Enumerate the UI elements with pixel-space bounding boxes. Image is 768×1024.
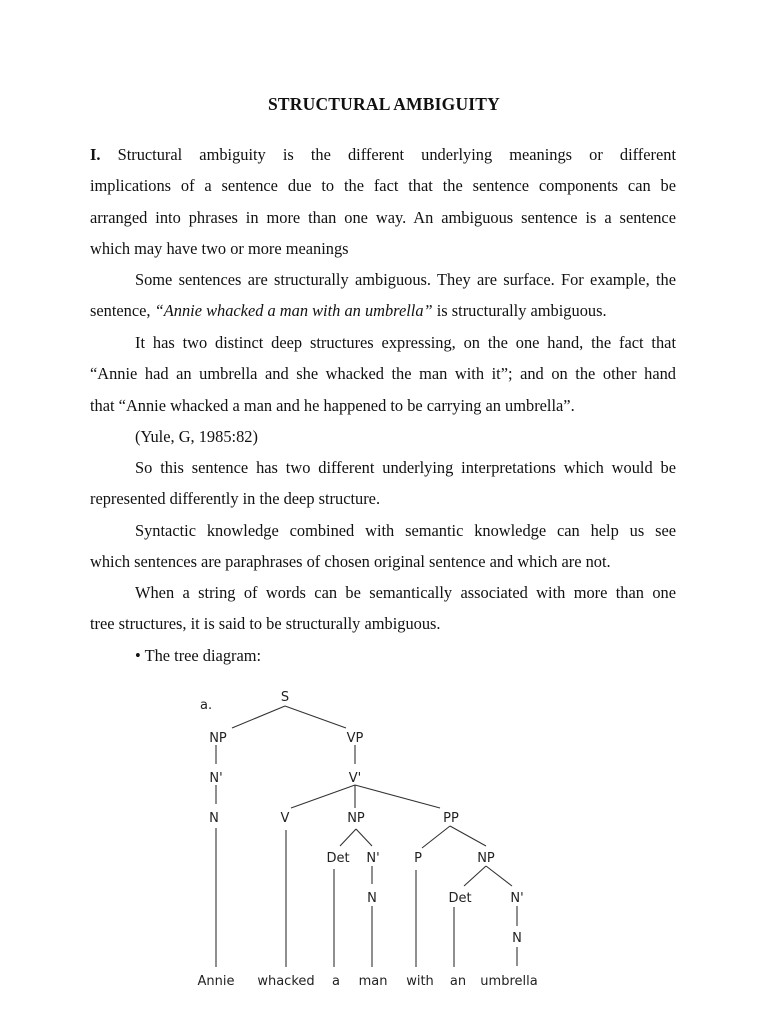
paragraph-line: Syntactic knowledge combined with semantic knowledge can help us see <box>135 521 676 540</box>
word-whacked: whacked <box>257 974 315 989</box>
node-det-object: Det <box>326 851 350 866</box>
tree-edges <box>216 706 517 967</box>
paragraph-line: implications of a sentence due to the fact that the sentence components can be <box>90 176 676 196</box>
paragraph-line: arranged into phrases in more than one way. An ambiguous sentence is a sentence <box>90 207 676 227</box>
paragraph-line: which may have two or more meanings <box>90 238 349 258</box>
paragraph-interpretations <box>90 452 676 515</box>
paragraph-line: When a string of words can be semantically associated with more than one <box>135 583 676 602</box>
node-pp: PP <box>443 811 459 826</box>
tree-label: a. <box>200 698 213 713</box>
paragraph-line: Some sentences are structurally ambiguous. They are surface. For example, the <box>135 270 676 289</box>
bullet-text: The tree diagram: <box>144 645 262 665</box>
tree-words <box>198 974 538 989</box>
paragraph-line: represented differently in the deep structure. <box>90 489 381 509</box>
paragraph-definition <box>90 139 676 264</box>
bullet-item <box>90 640 676 671</box>
tree-labels <box>200 690 524 946</box>
tree-diagram <box>0 680 768 1000</box>
node-nbar-subject: N' <box>209 771 223 786</box>
word-an: an <box>449 974 467 989</box>
node-np-subject: NP <box>209 731 227 746</box>
tree-edge <box>355 785 440 808</box>
example-sentence: “Annie whacked a man with an umbrella” <box>154 301 433 321</box>
node-det-pp: Det <box>448 891 472 906</box>
word-a: a <box>332 974 340 989</box>
tree-edge <box>486 866 512 886</box>
paragraph-line: tree structures, it is said to be structurally ambiguous. <box>90 614 441 634</box>
paragraph-line <box>90 139 676 170</box>
tree-edge <box>291 785 355 808</box>
citation: (Yule, G, 1985:82) <box>135 426 258 446</box>
node-v: V <box>280 811 290 826</box>
node-vbar: V' <box>348 771 362 786</box>
section-marker: I. <box>90 145 101 164</box>
node-nbar-object: N' <box>366 851 380 866</box>
node-n-pp: N <box>512 931 522 946</box>
node-nbar-pp: N' <box>510 891 524 906</box>
tree-edge <box>285 706 346 728</box>
node-p: P <box>414 851 422 866</box>
paragraph-text: is structurally ambiguous. <box>432 301 607 321</box>
node-n-object: N <box>367 891 377 906</box>
tree-edge <box>356 829 372 846</box>
paragraph-example <box>90 264 676 327</box>
tree-edge <box>232 706 285 728</box>
paragraph-line <box>90 295 676 326</box>
bullet-icon: • <box>135 645 141 665</box>
tree-edge <box>340 829 356 846</box>
paragraph-text: Structural ambiguity is the different underlying meanings or different <box>117 145 677 164</box>
node-s: S <box>280 690 290 705</box>
page-title: STRUCTURAL AMBIGUITY <box>267 94 501 114</box>
paragraph-deep-structures <box>90 327 676 452</box>
paragraph-line: that “Annie whacked a man and he happened to be carrying an umbrella”. <box>90 395 575 415</box>
word-umbrella: umbrella <box>480 974 538 989</box>
node-np-object: NP <box>347 811 365 826</box>
paragraph-line: which sentences are paraphrases of chosen original sentence and which are not. <box>90 552 611 572</box>
tree-edge <box>422 826 450 848</box>
node-vp: VP <box>346 731 364 746</box>
tree-edge <box>464 866 486 886</box>
paragraph-line: It has two distinct deep structures expressing, on the one hand, the fact that <box>135 333 676 352</box>
node-n-subject: N <box>209 811 219 826</box>
word-annie: Annie <box>197 974 235 989</box>
paragraph-line: “Annie had an umbrella and she whacked the man with it”; and on the other hand <box>90 364 676 384</box>
paragraph-tree-structures <box>90 577 676 671</box>
word-with: with <box>406 974 434 989</box>
paragraph-line: So this sentence has two different underlying interpretations which would be <box>135 458 676 477</box>
tree-edge <box>450 826 486 846</box>
paragraph-text: sentence, <box>90 301 155 321</box>
word-man: man <box>358 974 388 989</box>
paragraph-syntactic-knowledge <box>90 515 676 578</box>
node-np-pp: NP <box>477 851 495 866</box>
